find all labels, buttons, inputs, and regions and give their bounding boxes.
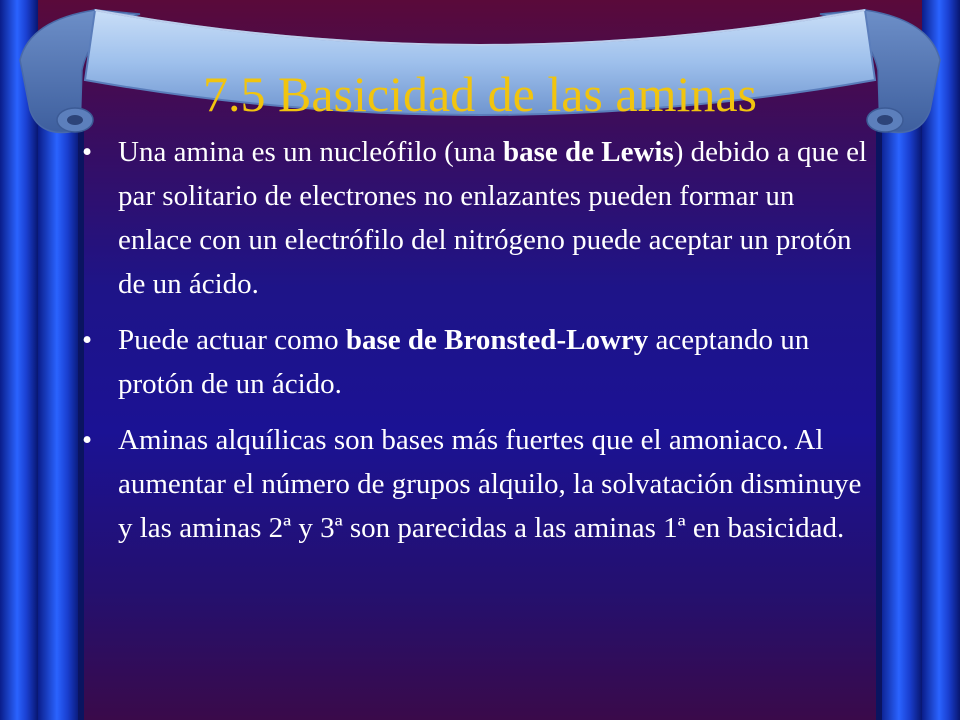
bullet-text: ) debido a que el par solitario de electrones no enlazantes pueden formar un enlace con un electrófilo del nitrógeno puede aceptar un protón de un ácido.: [118, 136, 867, 300]
bullet-text-bold: base de Bronsted-Lowry: [345, 324, 649, 356]
bullet-item: [82, 318, 872, 406]
bullet-text: Puede actuar como: [118, 324, 346, 356]
bullet-marker: •: [82, 424, 93, 456]
bullet-item: [82, 130, 872, 306]
bullet-text: Aminas alquílicas son bases más fuertes que el amoniaco. Al aumentar el número de grupos alquilo, la solvatación disminuye y las aminas 2ª y 3ª son parecidas a las aminas 1ª en basicidad.: [118, 424, 862, 544]
slide-title: 7.5 Basicidad de las aminas: [202, 66, 758, 122]
bullet-text: Una amina es un nucleófilo (una: [118, 136, 503, 168]
bullet-marker: •: [82, 324, 93, 356]
bullet-item: [82, 418, 872, 550]
bullet-marker: •: [82, 136, 93, 168]
bullet-list: [82, 130, 872, 562]
bullet-text-bold: base de Lewis: [502, 136, 674, 168]
bullet-text: aceptando un protón de un ácido.: [118, 324, 810, 400]
